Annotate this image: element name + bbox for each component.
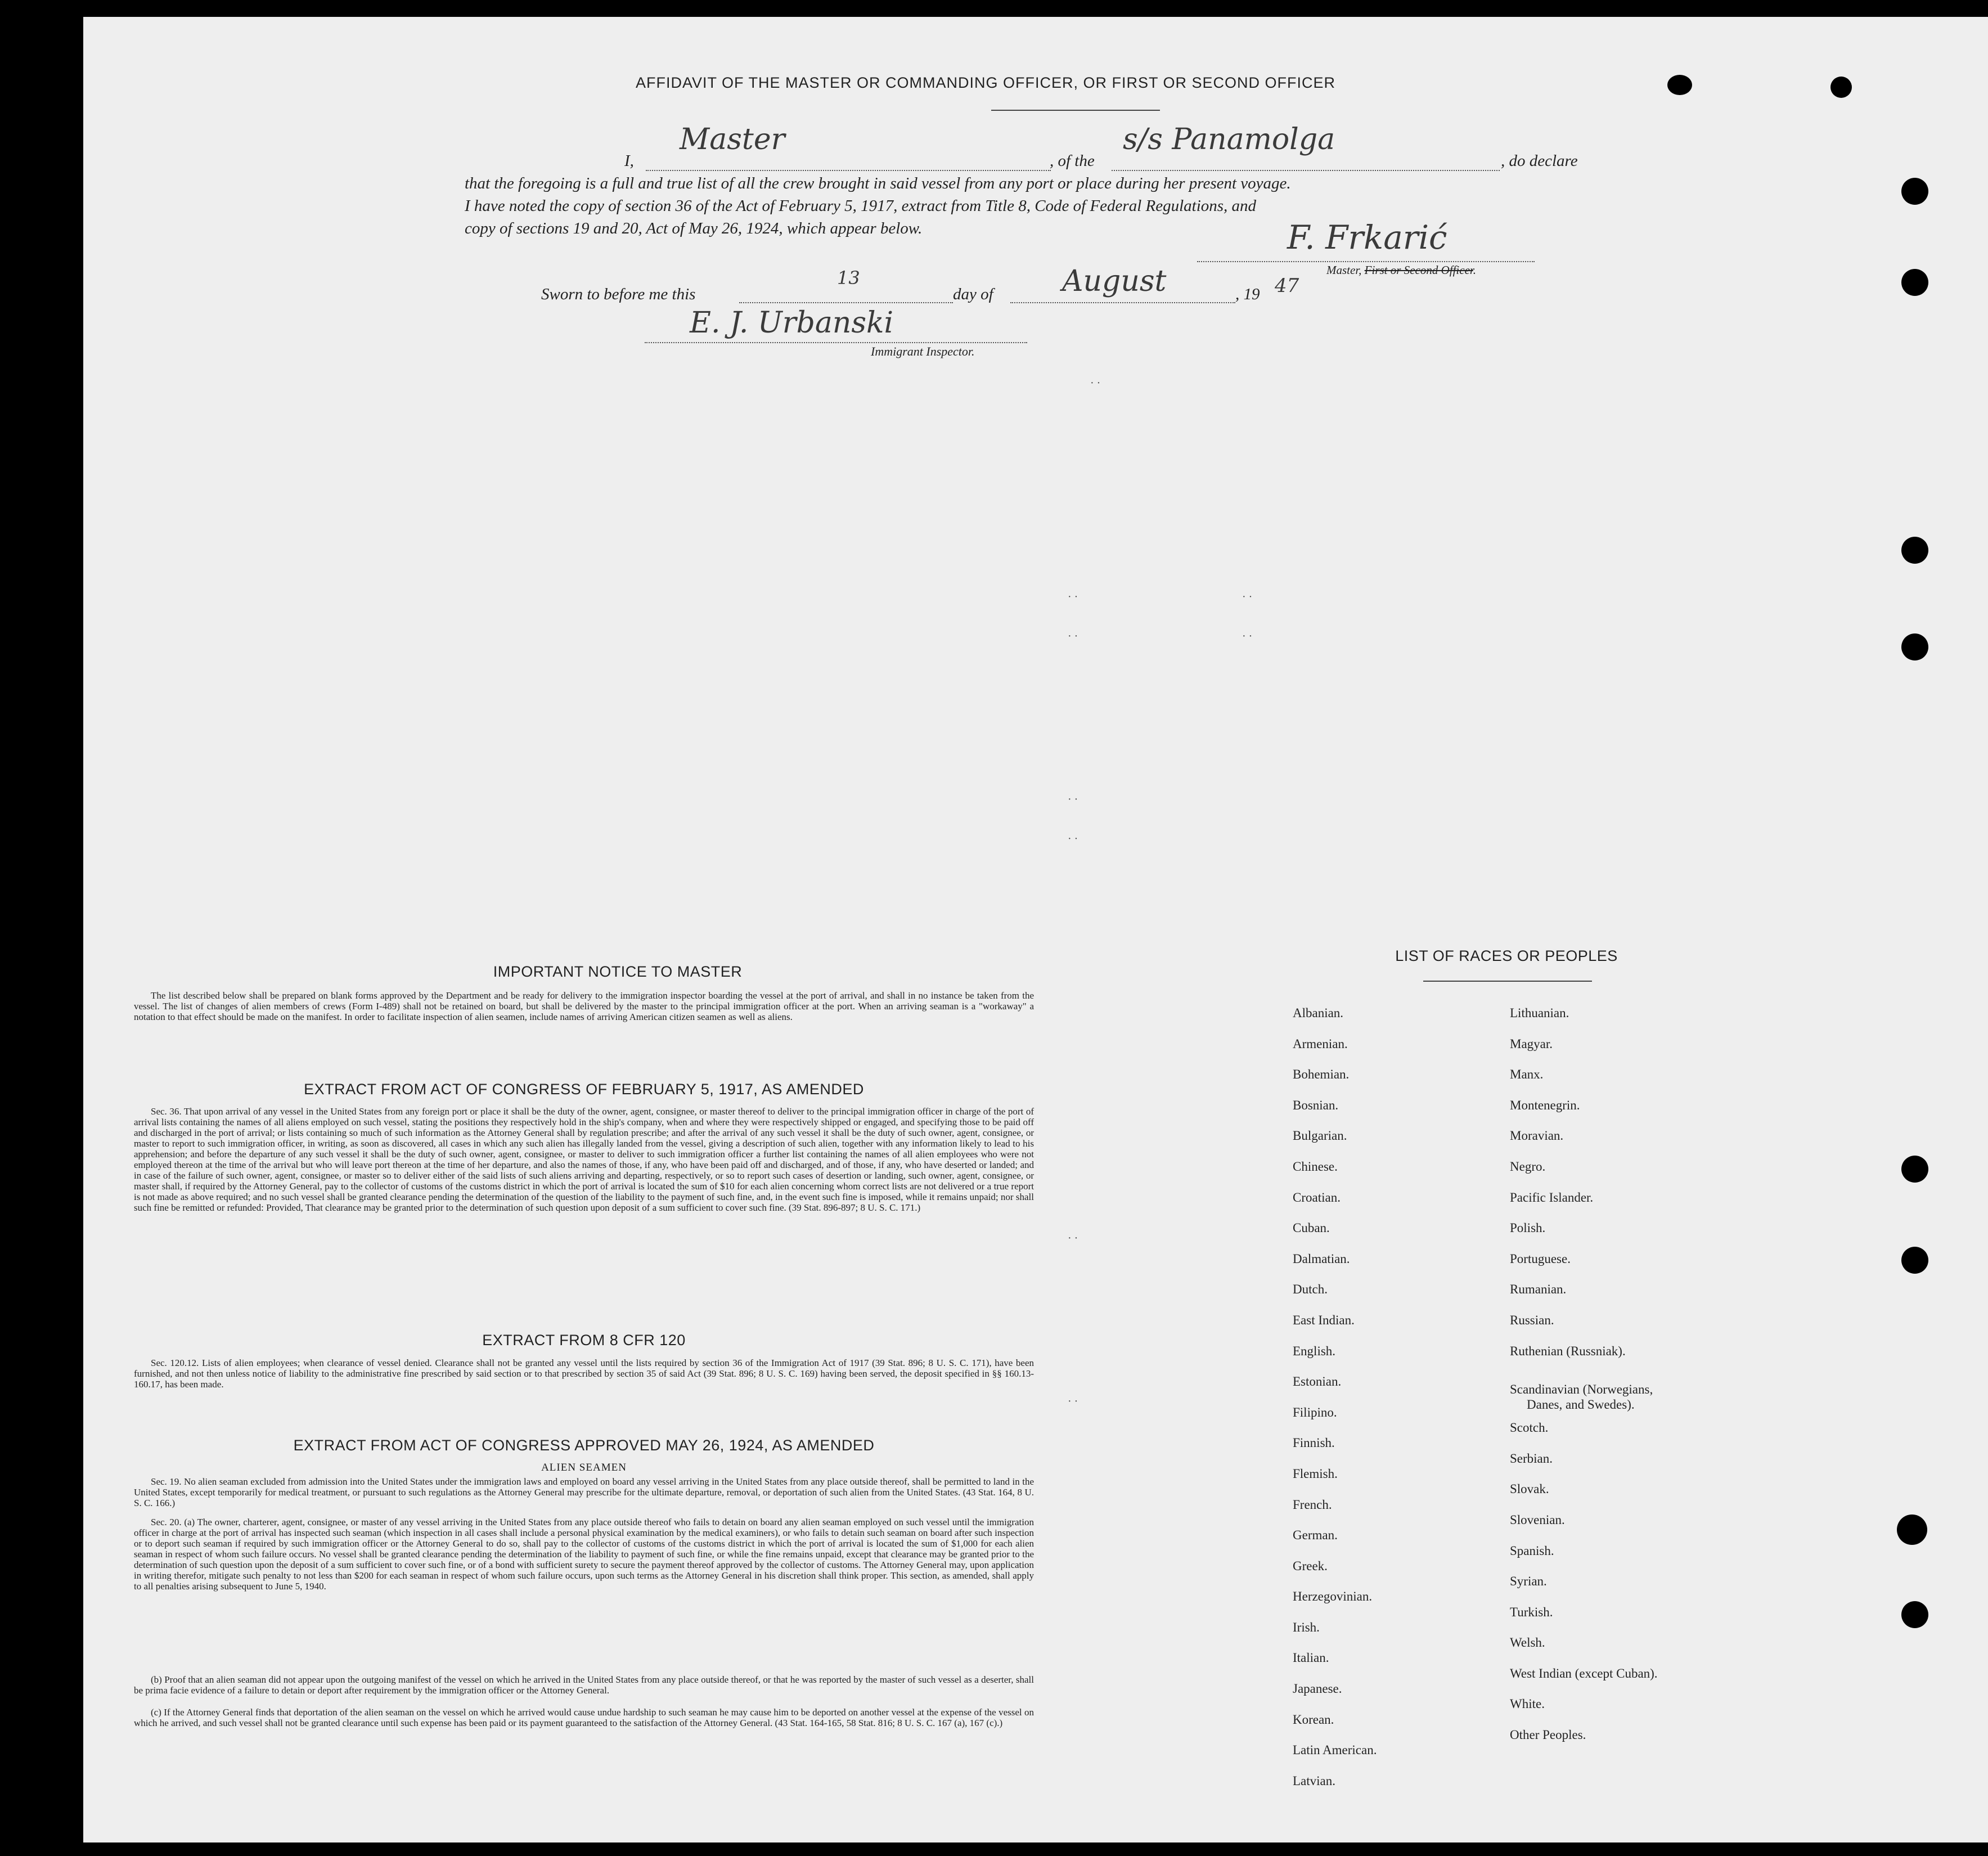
race-item: Filipino. [1293, 1405, 1337, 1419]
notice-title: IMPORTANT NOTICE TO MASTER [493, 963, 743, 980]
signature-line [1197, 260, 1535, 262]
race-item: Welsh. [1510, 1635, 1545, 1650]
document-page [83, 17, 1988, 1842]
extract-1917-body: Sec. 36. That upon arrival of any vessel in the United States from any foreign port or place it shall be the duty of the owner, agent, consignee, or master thereof to deliver to the principal immigration officer in charge of the port of arrival lists containing the names of all aliens employed on such vessel, stating the positions they respectively hold in the ship's company, when and where they were respectively shipped or engaged, and specifying those to be paid off and discharged in the port of arrival; or lists containing so much of such information as the Attorney General shall by regulation prescribe; and after the arrival of any such vessel it shall be the duty of such owner, agent, consignee, or master to report to such immigration officer, in writing, as soon as discovered, all cases in which any such alien has illegally landed from the vessel, giving a description of such alien, together with any information likely to lead to his apprehension; and before the departure of any such vessel it shall be the duty of such owner, agent, consignee, or master to deliver to such immigration officer a further list containing the names of all alien employees who were not employed thereon at the time of the arrival but who will leave port thereon at the time of her departure, and also the names of those, if any, who have been paid off and discharged, and of those, if any, who have deserted or landed; and in case of the failure of such owner, agent, consignee, or master so to deliver either of the said lists of such aliens arriving and departing, respectively, or so to report such cases of desertion or landing, such owner, agent, consignee, or master shall, if required by the Attorney General, pay to the collector of customs of the customs district in which the port of arrival is located the sum of $10 for each alien concerning whom correct lists are not delivered or a true report is not made as above required; and no such vessel shall be granted clearance pending the determination of the question of the liability to the payment of such fine, and, in the event such fine is imposed, while it remains unpaid; nor shall such fine be remitted or refunded: Provided, That clearance may be granted prior to the determination of such question upon deposit of a sum sufficient to cover such fine. (39 Stat. 896-897; 8 U. S. C. 171.) [134, 1106, 1034, 1213]
race-item: Greek. [1293, 1558, 1328, 1573]
extract-1924-para-2: Sec. 20. (a) The owner, charterer, agent, consignee, or master of any vessel arriving in the United States from any place outside thereof who fails to detain on board any alien seaman employed on such vessel until the immigration officer in charge at the port of arrival has inspected such seaman (which inspection in all cases shall include a personal physical examination by the medical examiners), or who fails to detain such seaman on board after such inspection or to deport such seaman if required by such immigration officer or the Attorney General to do so, shall pay to the collector of customs of the customs district in which the port of arrival is located the sum of $1,000 for each alien seaman in respect of whom such failure occurs. No vessel shall be granted clearance pending the determination of the liability to payment of such fine, or while the fine remains unpaid, except that clearance may be granted prior to the determination of such question upon the deposit of a sum sufficient to cover such fine, or of a bond with sufficient surety to secure the payment thereof approved by the collector of customs. The Attorney General may, upon application in writing therefor, mitigate such penalty to not less than $200 for each seaman in respect of whom such failure occurs, upon such terms as the Attorney General in his discretion shall think proper. This section, as amended, shall apply to all penalties arising subsequent to June 5, 1940. [134, 1517, 1034, 1592]
races-title: LIST OF RACES OR PEOPLES [1395, 947, 1618, 964]
races-right-column [1510, 1006, 1769, 1759]
race-item: West Indian (except Cuban). [1510, 1666, 1658, 1680]
punch-hole [1830, 77, 1852, 98]
punch-hole [1901, 1156, 1928, 1183]
punch-hole [1667, 75, 1692, 95]
race-item: Pacific Islander. [1510, 1190, 1594, 1205]
race-item: Montenegrin. [1510, 1098, 1580, 1112]
race-item: Scandinavian (Norwegians, [1510, 1382, 1653, 1397]
punch-hole [1901, 178, 1928, 205]
race-item: Polish. [1510, 1221, 1546, 1235]
race-item: East Indian. [1293, 1313, 1355, 1327]
caption-end: . [1473, 263, 1476, 277]
master-signature: F. Frkarić [1287, 218, 1447, 257]
sworn-year: 47 [1275, 275, 1299, 297]
race-item: Armenian. [1293, 1036, 1348, 1051]
races-left-column [1293, 1006, 1495, 1804]
race-item: Latvian. [1293, 1773, 1335, 1788]
punch-hole [1897, 1515, 1927, 1545]
race-item: Korean. [1293, 1712, 1334, 1727]
race-item: Herzegovinian. [1293, 1589, 1373, 1604]
extract-1924-para-1: Sec. 19. No alien seaman excluded from admission into the United States under the immigration laws and employed on board any vessel arriving in the United States from any place outside thereof, shall be permitted to land in the United States, except temporarily for medical treatment, or pursuant to such regulations as the Attorney General may prescribe for the ultimate departure, removal, or deportation of such alien from the United States. (43 Stat. 164, 8 U. S. C. 166.) [134, 1476, 1034, 1508]
race-item: English. [1293, 1343, 1336, 1358]
month-field [1010, 301, 1235, 303]
race-item: Flemish. [1293, 1466, 1338, 1481]
speck: · · [1068, 793, 1078, 806]
title-rule [991, 110, 1160, 111]
race-item: Dutch. [1293, 1282, 1328, 1297]
alien-seamen-subtitle: ALIEN SEAMEN [541, 1462, 627, 1473]
vessel-handwritten: s/s Panamolga [1123, 123, 1335, 156]
race-item: Ruthenian (Russniak). [1510, 1343, 1626, 1358]
speck: · · [1242, 591, 1253, 603]
punch-hole [1901, 633, 1928, 660]
race-item: Cuban. [1293, 1221, 1330, 1235]
day-of-label: day of [953, 285, 993, 303]
extract-cfr-title: EXTRACT FROM 8 CFR 120 [482, 1332, 686, 1349]
year-prefix: , 19 [1235, 285, 1260, 303]
race-item: Turkish. [1510, 1605, 1553, 1619]
races-title-rule [1423, 981, 1592, 982]
race-item: German. [1293, 1528, 1338, 1543]
do-declare-label: , do declare [1501, 152, 1578, 170]
caption-struck: First or Second Officer [1364, 263, 1473, 277]
declaration-line-4: copy of sections 19 and 20, Act of May 26, 1924, which appear below. [465, 219, 923, 237]
inspector-caption: Immigrant Inspector. [871, 344, 975, 358]
race-item: Syrian. [1510, 1574, 1547, 1589]
race-item: Lithuanian. [1510, 1006, 1569, 1020]
notice-body: The list described below shall be prepared on blank forms approved by the Department and be ready for delivery to the immigration inspector boarding the vessel at the port of arrival, and shall in no instance be taken from the vessel. The list of changes of alien members of crews (Form I-489) shall not be retained on board, but shall be delivered by the master to the principal immigration officer at the port. When an arriving seaman is a "workaway" a notation to that effect should be made on the manifest. In order to facilitate inspection of alien seamen, include names of arriving American citizen seamen as well as aliens. [134, 990, 1034, 1022]
punch-hole [1901, 1601, 1928, 1628]
rank-field [646, 169, 1051, 171]
race-item: Bulgarian. [1293, 1129, 1347, 1143]
race-item: Scotch. [1510, 1421, 1549, 1435]
race-item: Japanese. [1293, 1682, 1342, 1696]
race-item: Other Peoples. [1510, 1728, 1586, 1742]
speck: · · [1068, 1395, 1078, 1408]
punch-hole [1901, 269, 1928, 296]
punch-hole [1901, 1247, 1928, 1274]
extract-1924-para-4: (c) If the Attorney General finds that deportation of the alien seaman on the vessel on which he arrived would cause undue hardship to such seaman he may cause him to be deported on another vessel at the expense of the vessel on which he arrived, and such vessel shall not be granted clearance until such expense has been paid or its payment guaranteed to the satisfaction of the Attorney General. (43 Stat. 164-165, 58 Stat. 816; 8 U. S. C. 167 (a), 167 (c).) [134, 1707, 1034, 1728]
sworn-day: 13 [837, 267, 860, 289]
race-item: Bosnian. [1293, 1098, 1339, 1112]
rank-handwritten: Master [680, 123, 785, 156]
speck: · · [1090, 377, 1101, 389]
race-item: Finnish. [1293, 1436, 1335, 1450]
affidavit-title: AFFIDAVIT OF THE MASTER OR COMMANDING OFFICER, OR FIRST OR SECOND OFFICER [636, 74, 1336, 91]
race-item: Spanish. [1510, 1543, 1554, 1558]
race-item: Russian. [1510, 1313, 1554, 1327]
race-item: French. [1293, 1497, 1332, 1512]
race-item: Moravian. [1510, 1129, 1564, 1143]
race-item: Croatian. [1293, 1190, 1341, 1205]
day-field [739, 301, 953, 303]
caption-master: Master, [1326, 263, 1362, 277]
inspector-signature: E. J. Urbanski [690, 306, 894, 340]
race-item: Italian. [1293, 1651, 1329, 1665]
declaration-line-2: that the foregoing is a full and true list of all the crew brought in said vessel from any port or place during her present voyage. [465, 174, 1291, 192]
race-item: Manx. [1510, 1067, 1544, 1082]
sworn-label: Sworn to before me this [541, 285, 696, 303]
race-item: Bohemian. [1293, 1067, 1350, 1082]
race-item: Estonian. [1293, 1374, 1342, 1389]
race-item: Slovak. [1510, 1482, 1549, 1497]
extract-1917-title: EXTRACT FROM ACT OF CONGRESS OF FEBRUARY 5, 1917, AS AMENDED [304, 1081, 864, 1098]
speck: · · [1068, 1232, 1078, 1244]
declaration-line-3: I have noted the copy of section 36 of the Act of February 5, 1917, extract from Title 8, Code of Federal Regulations, and [465, 197, 1257, 215]
speck: · · [1068, 833, 1078, 845]
sworn-month: August [1062, 264, 1167, 298]
punch-hole [1901, 537, 1928, 564]
vessel-field [1112, 169, 1500, 171]
race-item: Albanian. [1293, 1006, 1344, 1020]
extract-1924-para-3: (b) Proof that an alien seaman did not appear upon the outgoing manifest of the vessel on which he arrived in the United States from any place outside thereof, or that he was reported by the master of such vessel as a deserter, shall be prima facie evidence of a failure to detain or deport after requirement by the immigration officer or the Attorney General. [134, 1674, 1034, 1696]
speck: · · [1242, 630, 1253, 642]
signature-caption [1326, 263, 1476, 277]
extract-cfr-body: Sec. 120.12. Lists of alien employees; when clearance of vessel denied. Clearance shall not be granted any vessel until the lists required by section 36 of the Immigration Act of 1917 (39 Stat. 896; 8 U. S. C. 171), have been furnished, and not then unless notice of liability to the administrative fine prescribed by said section or to that prescribed by section 35 of said Act (39 Stat. 896; 8 U. S. C. 169) having been served, the deposit specified in §§ 160.13-160.17, has been made. [134, 1358, 1034, 1390]
race-item: Dalmatian. [1293, 1251, 1350, 1266]
inspector-line [645, 341, 1027, 343]
extract-1924-title: EXTRACT FROM ACT OF CONGRESS APPROVED MAY 26, 1924, AS AMENDED [293, 1437, 875, 1454]
race-item: Magyar. [1510, 1036, 1553, 1051]
race-item: Serbian. [1510, 1451, 1553, 1466]
race-item: Negro. [1510, 1159, 1546, 1174]
race-item: Chinese. [1293, 1159, 1338, 1174]
speck: · · [1068, 591, 1078, 603]
race-item: Danes, and Swedes). [1527, 1397, 1635, 1412]
race-item: Latin American. [1293, 1743, 1377, 1758]
race-item: Slovenian. [1510, 1512, 1565, 1527]
race-item: Rumanian. [1510, 1282, 1567, 1297]
race-item: White. [1510, 1697, 1545, 1711]
race-item: Portuguese. [1510, 1251, 1571, 1266]
speck: · · [1068, 630, 1078, 642]
race-item: Irish. [1293, 1620, 1320, 1634]
of-the-label: , of the [1050, 152, 1095, 170]
declaration-i: I, [624, 152, 634, 170]
